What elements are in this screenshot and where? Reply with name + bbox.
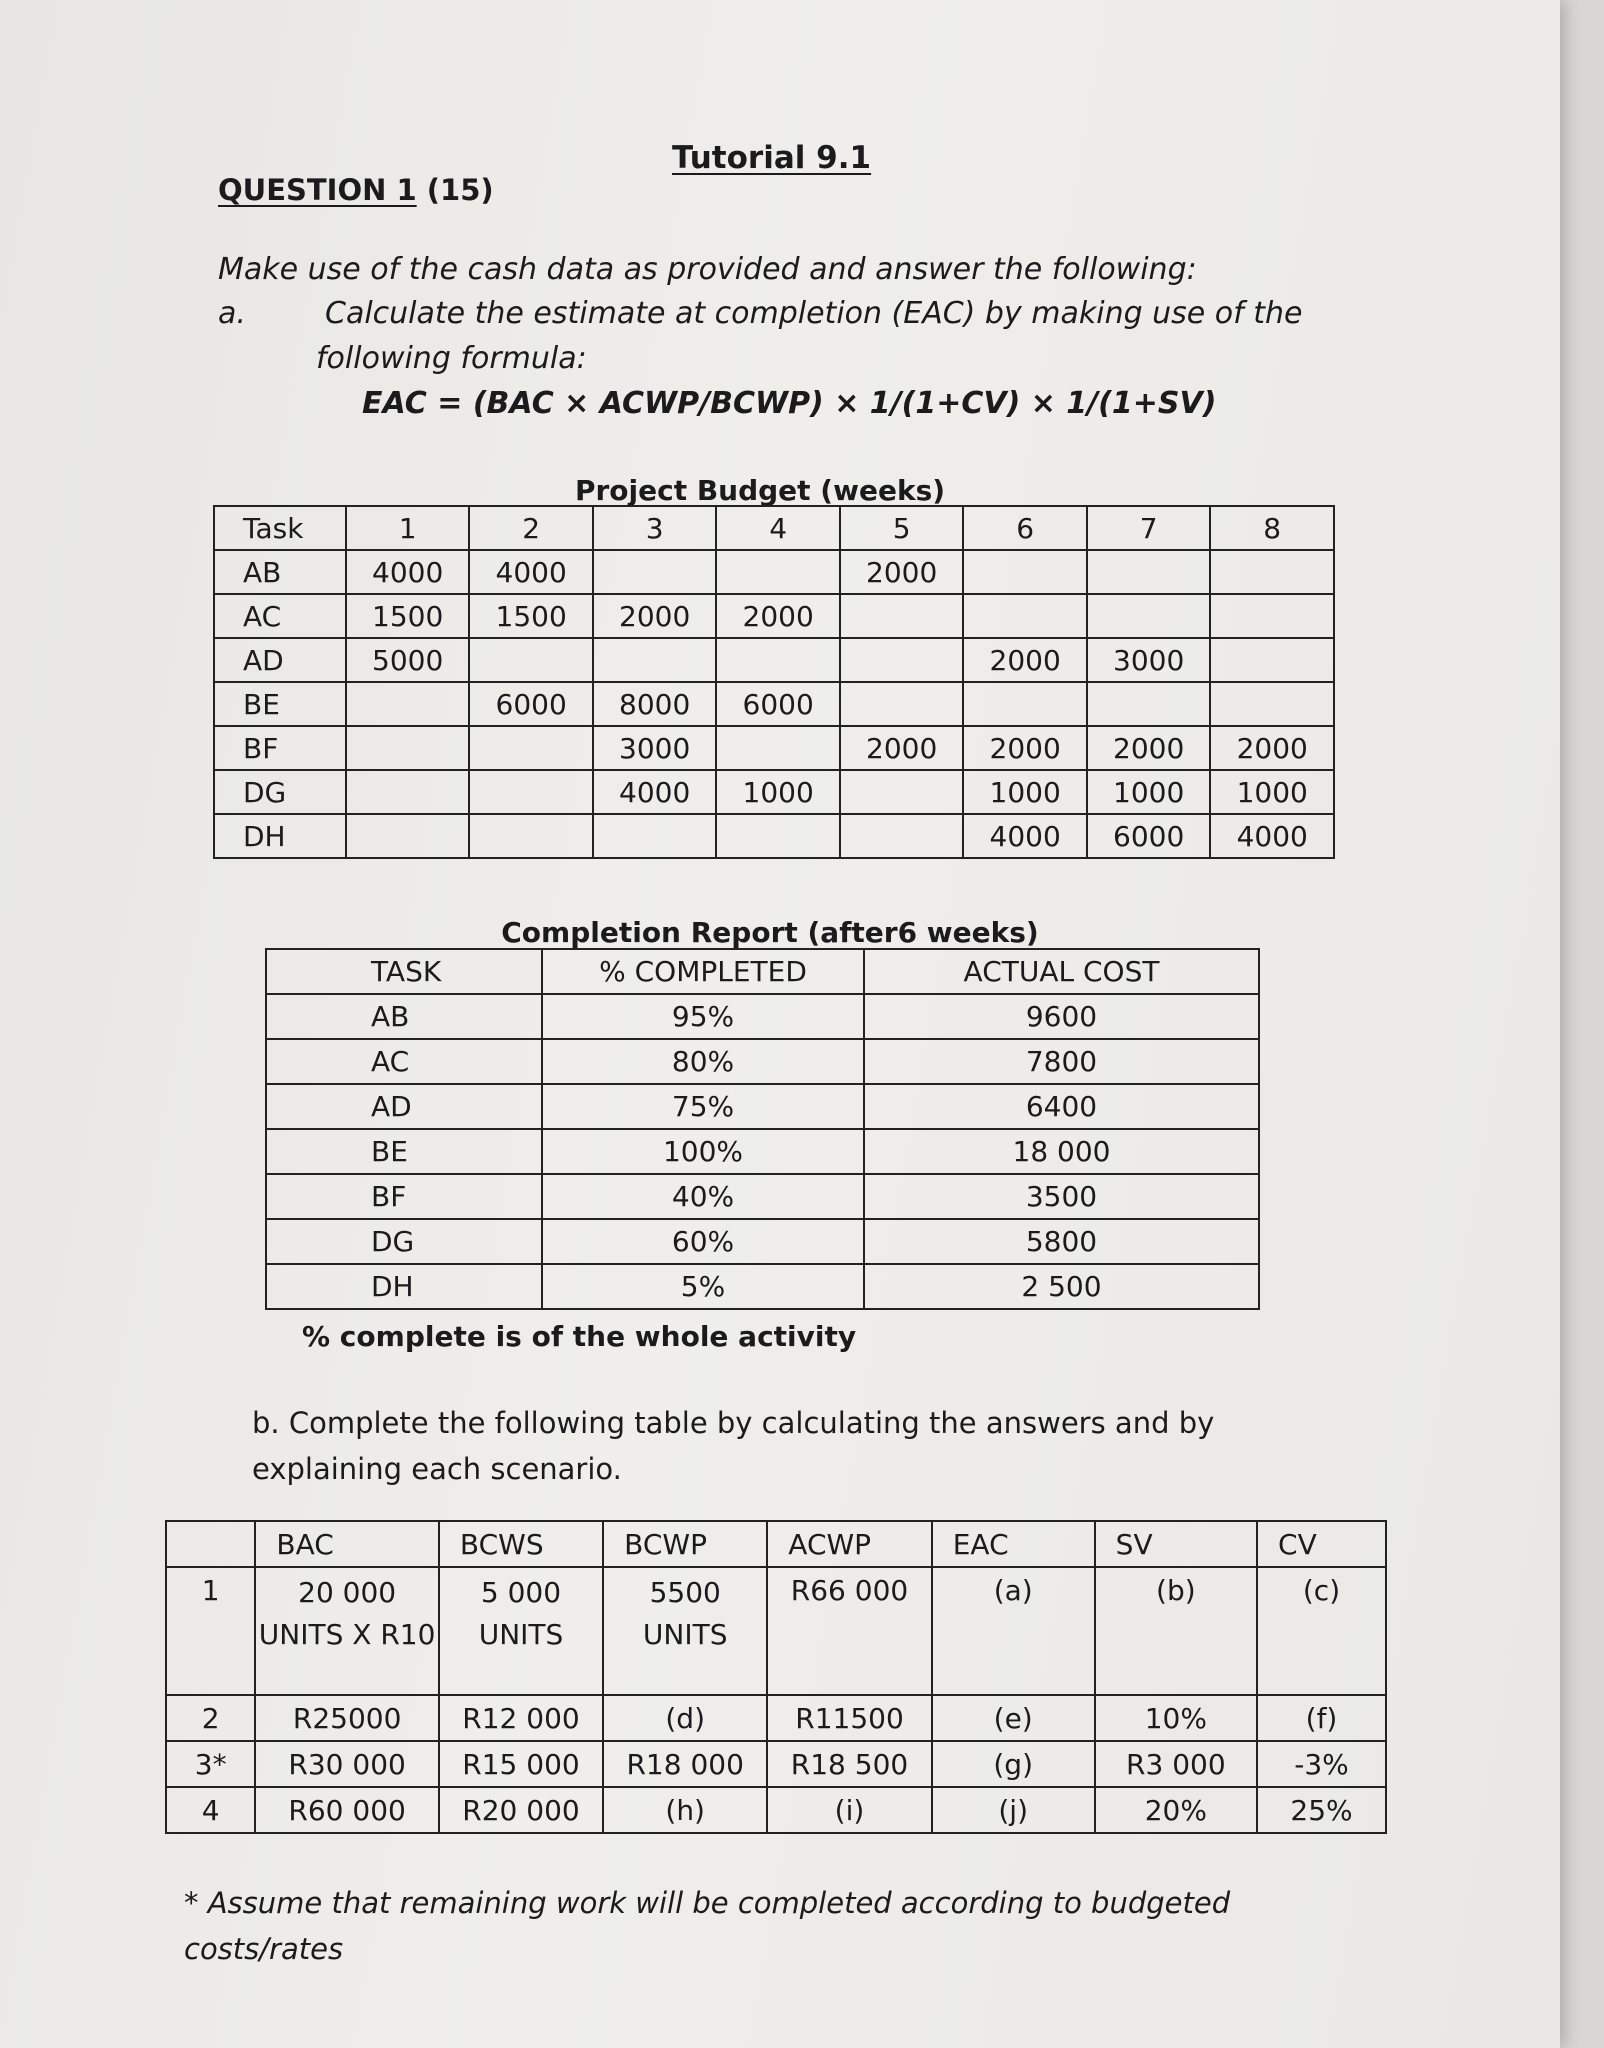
budget-cell: 8000: [593, 682, 717, 726]
part-b-text: b. Complete the following table by calculating the answers and by explaining each scenario.: [252, 1406, 1215, 1486]
budget-cell: 1000: [716, 770, 840, 814]
part-a-text-line2: following formula:: [316, 341, 587, 376]
budget-cell: [1087, 594, 1211, 638]
task-cell: DH: [266, 1264, 542, 1309]
part-a-label: a.: [218, 296, 246, 331]
task-cell: DG: [266, 1219, 542, 1264]
budget-header-cell: Task: [214, 506, 346, 550]
table-row: [266, 1129, 1259, 1174]
table-row: [266, 1039, 1259, 1084]
budget-cell: 5000: [346, 638, 470, 682]
percent-completed-cell: 75%: [542, 1084, 864, 1129]
budget-cell: [1210, 550, 1334, 594]
budget-cell: 2000: [963, 726, 1087, 770]
budget-table-caption: Project Budget (weeks): [574, 474, 946, 507]
cv-cell: -3%: [1257, 1741, 1386, 1787]
task-cell: AB: [214, 550, 346, 594]
scenario-number-cell: 2: [166, 1695, 255, 1741]
bcwp-cell: R18 000: [603, 1741, 767, 1787]
budget-cell: 1000: [963, 770, 1087, 814]
task-cell: BE: [266, 1129, 542, 1174]
question-marks: (15): [426, 173, 494, 207]
actual-cost-cell: 5800: [864, 1219, 1259, 1264]
table-row: [166, 1695, 1386, 1741]
scenario-number-cell: 3*: [166, 1741, 255, 1787]
bcwp-cell: 5500 UNITS: [603, 1567, 767, 1695]
budget-header-cell: 7: [1087, 506, 1211, 550]
bac-cell: R25000: [255, 1695, 439, 1741]
budget-cell: [593, 814, 717, 858]
budget-cell: [469, 726, 593, 770]
scenario-header-cell: BCWS: [439, 1521, 603, 1567]
budget-cell: [716, 814, 840, 858]
table-row: [266, 1264, 1259, 1309]
budget-cell: [1210, 594, 1334, 638]
assumption-note: * Assume that remaining work will be completed according to budgeted costs/rates: [184, 1886, 1231, 1966]
bcwp-cell: (d): [603, 1695, 767, 1741]
bac-cell: R60 000: [255, 1787, 439, 1833]
table-row: [266, 994, 1259, 1039]
budget-cell: 4000: [346, 550, 470, 594]
task-cell: BF: [214, 726, 346, 770]
eac-cell: (j): [932, 1787, 1095, 1833]
budget-cell: [840, 682, 964, 726]
sv-cell: (b): [1095, 1567, 1257, 1695]
scenario-number-cell: 1: [166, 1567, 255, 1695]
percent-completed-cell: 5%: [542, 1264, 864, 1309]
percent-completed-cell: 95%: [542, 994, 864, 1039]
budget-cell: 1500: [469, 594, 593, 638]
table-row: [214, 594, 1334, 638]
budget-cell: [346, 770, 470, 814]
bac-cell: 20 000 UNITS X R10: [255, 1567, 439, 1695]
budget-cell: 2000: [1210, 726, 1334, 770]
budget-cell: [963, 550, 1087, 594]
budget-cell: 2000: [840, 550, 964, 594]
scenario-header-cell: BCWP: [603, 1521, 767, 1567]
sv-cell: R3 000: [1095, 1741, 1257, 1787]
scenario-header-cell: SV: [1095, 1521, 1257, 1567]
eac-cell: (a): [932, 1567, 1095, 1695]
actual-cost-cell: 2 500: [864, 1264, 1259, 1309]
scenario-header-cell: EAC: [932, 1521, 1095, 1567]
bcwp-cell: (h): [603, 1787, 767, 1833]
budget-cell: [469, 638, 593, 682]
budget-cell: 2000: [1087, 726, 1211, 770]
sv-cell: 20%: [1095, 1787, 1257, 1833]
cv-cell: 25%: [1257, 1787, 1386, 1833]
scenario-table: [165, 1520, 1387, 1834]
table-row: [166, 1741, 1386, 1787]
scenario-number-cell: 4: [166, 1787, 255, 1833]
budget-cell: [840, 770, 964, 814]
budget-cell: [593, 550, 717, 594]
budget-cell: [346, 726, 470, 770]
intro-text: Make use of the cash data as provided and answer the following:: [218, 252, 1197, 287]
budget-header-cell: 3: [593, 506, 717, 550]
actual-cost-cell: 6400: [864, 1084, 1259, 1129]
budget-cell: [1087, 682, 1211, 726]
completion-header-cell: % COMPLETED: [542, 949, 864, 994]
budget-cell: 2000: [963, 638, 1087, 682]
scenario-header-cell: CV: [1257, 1521, 1386, 1567]
actual-cost-cell: 9600: [864, 994, 1259, 1039]
budget-cell: 6000: [716, 682, 840, 726]
percent-completed-cell: 100%: [542, 1129, 864, 1174]
budget-header-cell: 1: [346, 506, 470, 550]
acwp-cell: R18 500: [767, 1741, 931, 1787]
completion-report-table: [265, 948, 1260, 1310]
bac-cell: R30 000: [255, 1741, 439, 1787]
budget-cell: [1210, 638, 1334, 682]
cv-cell: (c): [1257, 1567, 1386, 1695]
budget-cell: 3000: [1087, 638, 1211, 682]
percent-completed-cell: 80%: [542, 1039, 864, 1084]
scenario-header-cell: BAC: [255, 1521, 439, 1567]
scenario-header-cell: ACWP: [767, 1521, 931, 1567]
task-cell: AC: [266, 1039, 542, 1084]
budget-cell: 3000: [593, 726, 717, 770]
budget-cell: [840, 594, 964, 638]
budget-cell: [840, 814, 964, 858]
question-heading: [218, 173, 494, 207]
budget-cell: 4000: [963, 814, 1087, 858]
part-a-text-line1: Calculate the estimate at completion (EAC) by making use of the: [325, 296, 1303, 331]
table-row: [214, 726, 1334, 770]
table-row: [214, 770, 1334, 814]
budget-cell: [716, 726, 840, 770]
budget-header-cell: 6: [963, 506, 1087, 550]
table-row: [266, 1084, 1259, 1129]
task-cell: DG: [214, 770, 346, 814]
bcws-cell: 5 000 UNITS: [439, 1567, 603, 1695]
budget-cell: 2000: [593, 594, 717, 638]
percent-completed-cell: 60%: [542, 1219, 864, 1264]
task-cell: BE: [214, 682, 346, 726]
table-row: [214, 814, 1334, 858]
actual-cost-cell: 18 000: [864, 1129, 1259, 1174]
eac-cell: (g): [932, 1741, 1095, 1787]
table-row: [266, 1219, 1259, 1264]
table-row: [214, 638, 1334, 682]
budget-cell: 4000: [1210, 814, 1334, 858]
project-budget-table: [213, 505, 1335, 859]
bcws-cell: R20 000: [439, 1787, 603, 1833]
acwp-cell: (i): [767, 1787, 931, 1833]
eac-cell: (e): [932, 1695, 1095, 1741]
budget-cell: 6000: [1087, 814, 1211, 858]
budget-cell: [1087, 550, 1211, 594]
table-row: [214, 550, 1334, 594]
eac-formula: EAC = (BAC × ACWP/BCWP) × 1/(1+CV) × 1/(1+SV): [362, 386, 1217, 421]
task-cell: AB: [266, 994, 542, 1039]
completion-note: % complete is of the whole activity: [302, 1320, 857, 1353]
budget-cell: 6000: [469, 682, 593, 726]
budget-cell: [840, 638, 964, 682]
budget-cell: [716, 550, 840, 594]
bcws-cell: R15 000: [439, 1741, 603, 1787]
task-cell: AC: [214, 594, 346, 638]
cv-cell: (f): [1257, 1695, 1386, 1741]
task-cell: AD: [214, 638, 346, 682]
budget-cell: 4000: [593, 770, 717, 814]
table-row: [166, 1567, 1386, 1695]
budget-cell: [963, 594, 1087, 638]
scenario-header-row: [166, 1521, 1386, 1567]
budget-header-row: [214, 506, 1334, 550]
task-cell: AD: [266, 1084, 542, 1129]
page-title: Tutorial 9.1: [672, 140, 872, 176]
budget-header-cell: 5: [840, 506, 964, 550]
budget-header-cell: 8: [1210, 506, 1334, 550]
budget-cell: [716, 638, 840, 682]
task-cell: BF: [266, 1174, 542, 1219]
completion-table-caption: Completion Report (after6 weeks): [501, 916, 1039, 949]
budget-cell: 2000: [840, 726, 964, 770]
table-row: [214, 682, 1334, 726]
bcws-cell: R12 000: [439, 1695, 603, 1741]
task-cell: DH: [214, 814, 346, 858]
budget-header-cell: 2: [469, 506, 593, 550]
budget-cell: [593, 638, 717, 682]
budget-cell: 4000: [469, 550, 593, 594]
budget-cell: [346, 814, 470, 858]
budget-cell: 1000: [1087, 770, 1211, 814]
table-row: [266, 1174, 1259, 1219]
acwp-cell: R11500: [767, 1695, 931, 1741]
budget-cell: 1000: [1210, 770, 1334, 814]
actual-cost-cell: 7800: [864, 1039, 1259, 1084]
table-row: [166, 1787, 1386, 1833]
completion-header-cell: ACTUAL COST: [864, 949, 1259, 994]
budget-cell: [963, 682, 1087, 726]
completion-header-cell: TASK: [266, 949, 542, 994]
actual-cost-cell: 3500: [864, 1174, 1259, 1219]
budget-cell: [1210, 682, 1334, 726]
budget-cell: 1500: [346, 594, 470, 638]
budget-cell: [469, 770, 593, 814]
scenario-header-cell: [166, 1521, 255, 1567]
budget-cell: [469, 814, 593, 858]
completion-header-row: [266, 949, 1259, 994]
budget-header-cell: 4: [716, 506, 840, 550]
budget-cell: [346, 682, 470, 726]
percent-completed-cell: 40%: [542, 1174, 864, 1219]
acwp-cell: R66 000: [767, 1567, 931, 1695]
budget-cell: 2000: [716, 594, 840, 638]
sv-cell: 10%: [1095, 1695, 1257, 1741]
question-label: QUESTION 1: [218, 173, 417, 207]
